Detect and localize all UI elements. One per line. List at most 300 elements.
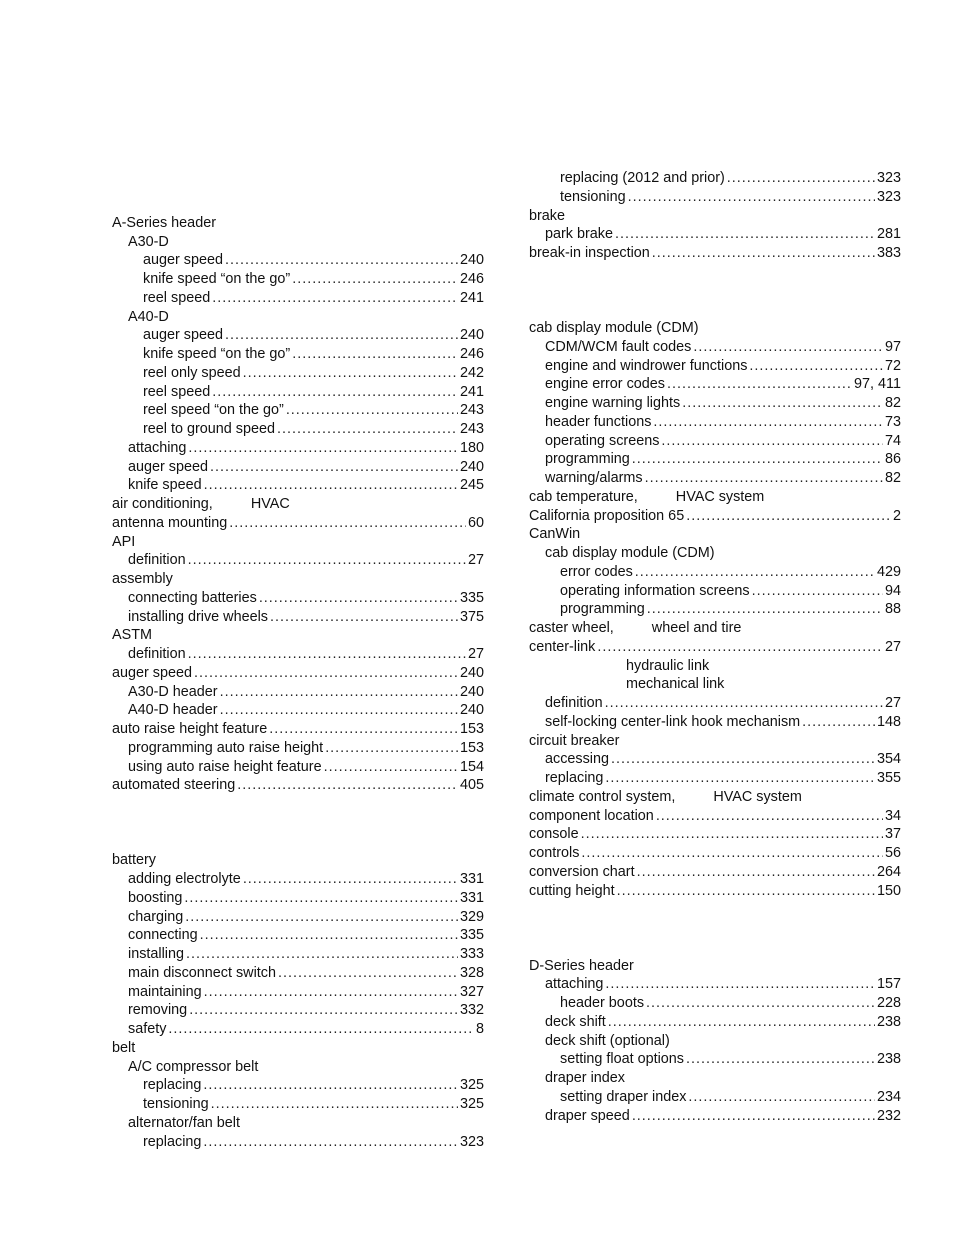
page-number: 34 (884, 807, 901, 824)
page-number: 383 (876, 245, 901, 261)
index-entry (529, 638, 901, 657)
index-term: auger speed (143, 327, 224, 344)
index-entry (112, 420, 484, 439)
page-number: 328 (459, 964, 484, 981)
section-spacer (529, 919, 901, 938)
index-entry (529, 788, 901, 807)
index-entry (529, 713, 901, 732)
index-term: circuit breaker (529, 732, 620, 749)
dot-leader (203, 1133, 458, 1152)
dot-leader (168, 1020, 474, 1039)
cross-reference: HVAC (250, 496, 290, 512)
index-term: reel only speed (143, 364, 241, 381)
dot-leader (693, 338, 883, 357)
page-number: 335 (459, 589, 484, 606)
dot-leader (802, 713, 875, 732)
index-term: belt (112, 1039, 136, 1056)
index-entry (112, 364, 484, 383)
index-term: CanWin (529, 526, 581, 543)
index-entry (112, 776, 484, 795)
dot-leader (243, 870, 458, 889)
section-spacer (529, 938, 901, 957)
index-entry (112, 1039, 484, 1058)
page-number: 242 (459, 364, 484, 381)
page-number: 332 (459, 1002, 484, 1019)
index-term: auger speed (128, 458, 209, 475)
index-entry (112, 683, 484, 702)
index-entry (112, 514, 484, 533)
page-number: 240 (459, 252, 484, 269)
dot-leader (581, 825, 883, 844)
index-entry (529, 1107, 901, 1126)
index-entry (529, 319, 901, 338)
index-entry (529, 413, 901, 432)
index-entry (529, 1013, 901, 1032)
index-entry (529, 432, 901, 451)
dot-leader (749, 357, 883, 376)
dot-leader (727, 169, 875, 188)
dot-leader (653, 413, 883, 432)
index-term: ASTM (112, 627, 152, 644)
section-spacer (529, 900, 901, 919)
dot-leader (617, 882, 875, 901)
index-term: auto raise height feature (112, 721, 268, 737)
dot-leader (189, 1001, 458, 1020)
index-term: engine error codes (545, 376, 665, 393)
index-entry (112, 270, 484, 289)
page-number: 60 (467, 514, 484, 531)
dot-leader (292, 345, 458, 364)
index-term: break-in inspection (529, 245, 650, 261)
index-term: definition (545, 695, 603, 711)
index-term: error codes (560, 563, 633, 580)
dot-leader (194, 664, 458, 683)
page-number: 150 (876, 882, 901, 899)
index-term: self-locking center-link hook mechanism (545, 713, 801, 730)
section-spacer (112, 833, 484, 852)
index-entry (529, 244, 901, 263)
index-term: programming auto raise height (128, 739, 324, 756)
page-number: 245 (459, 477, 484, 494)
page-number: 234 (876, 1088, 901, 1105)
index-term: A-Series header (112, 214, 216, 231)
index-term: engine warning lights (545, 395, 681, 411)
dot-leader (204, 476, 458, 495)
index-entry (112, 608, 484, 627)
dot-leader (686, 507, 891, 526)
dot-leader (632, 450, 883, 469)
index-entry (112, 983, 484, 1002)
index-term: definition (128, 646, 186, 662)
index-entry (529, 450, 901, 469)
page-number: 323 (876, 188, 901, 205)
index-entry (529, 1088, 901, 1107)
dot-leader (220, 683, 458, 702)
index-entry (529, 600, 901, 619)
page-number: 405 (459, 777, 484, 794)
cross-reference: HVAC system (713, 788, 802, 805)
index-entry (112, 1020, 484, 1039)
index-entry (112, 626, 484, 645)
page-number: 238 (876, 1013, 901, 1030)
page-number: 97 (884, 338, 901, 355)
index-term: assembly (112, 571, 173, 587)
page-number: 240 (459, 327, 484, 344)
index-entry (112, 889, 484, 908)
page-number: 27 (884, 638, 901, 655)
index-entry (529, 1050, 901, 1069)
index-term: attaching (545, 976, 604, 993)
index-term: component location (529, 807, 654, 824)
index-term: reel speed “on the go” (143, 402, 284, 419)
page-number: 2 (892, 507, 901, 524)
index-entry (112, 476, 484, 495)
page-number: 264 (876, 863, 901, 880)
index-term: header boots (560, 995, 645, 1011)
index-term: maintaining (128, 983, 202, 1000)
index-entry (529, 338, 901, 357)
dot-leader (269, 720, 458, 739)
index-term: A30-D header (128, 683, 218, 700)
index-entry (112, 739, 484, 758)
index-entry (529, 375, 901, 394)
index-entry (112, 495, 484, 514)
index-entry (529, 507, 901, 526)
dot-leader (752, 582, 883, 601)
index-entry (112, 326, 484, 345)
dot-leader (200, 926, 458, 945)
index-entry (529, 675, 901, 694)
section-spacer (112, 814, 484, 833)
page-number: 72 (884, 357, 901, 374)
index-entry (112, 720, 484, 739)
index-entry (529, 488, 901, 507)
dot-leader (628, 188, 875, 207)
section-spacer (529, 300, 901, 319)
index-term: A40-D header (128, 702, 218, 719)
page-number: 153 (459, 721, 484, 737)
index-entry (529, 769, 901, 788)
index-entry (529, 619, 901, 638)
index-term: safety (128, 1021, 167, 1037)
index-entry (112, 383, 484, 402)
index-entry (112, 758, 484, 777)
index-term: center-link (529, 638, 596, 655)
page-number: 37 (884, 826, 901, 843)
index-entry (112, 908, 484, 927)
index-entry (529, 1032, 901, 1051)
index-entry (112, 589, 484, 608)
page-number: 27 (884, 695, 901, 711)
section-spacer (529, 263, 901, 282)
dot-leader (652, 244, 875, 263)
dot-leader (185, 908, 458, 927)
dot-leader (632, 1107, 875, 1126)
page-number: 241 (459, 383, 484, 400)
index-term: brake (529, 207, 565, 224)
index-entry (112, 645, 484, 664)
index-term: reel to ground speed (143, 421, 276, 437)
index-entry (112, 345, 484, 364)
page-number: 82 (884, 470, 901, 486)
index-entry (529, 694, 901, 713)
page-number: 153 (459, 739, 484, 756)
dot-leader (277, 420, 458, 439)
dot-leader (211, 1095, 458, 1114)
page-number: 154 (459, 758, 484, 775)
dot-leader (188, 551, 466, 570)
page-number: 27 (467, 646, 484, 662)
index-entry (529, 732, 901, 751)
index-entry (112, 401, 484, 420)
index-entry (529, 582, 901, 601)
section-spacer (529, 282, 901, 301)
dot-leader (637, 863, 875, 882)
index-entry (112, 308, 484, 327)
dot-leader (324, 758, 458, 777)
index-entry (529, 394, 901, 413)
dot-leader (212, 289, 458, 308)
index-term: draper speed (545, 1107, 630, 1124)
page-number: 232 (876, 1107, 901, 1124)
page-number: 246 (459, 271, 484, 287)
index-term: programming (560, 601, 645, 618)
dot-leader (597, 638, 883, 657)
index-term: D-Series header (529, 957, 634, 974)
index-term: API (112, 533, 136, 550)
index-term: setting draper index (560, 1088, 687, 1105)
index-term: air conditioning, (112, 496, 213, 512)
dot-leader (225, 251, 458, 270)
index-term: knife speed (128, 477, 202, 494)
index-entry (112, 251, 484, 270)
dot-leader (243, 364, 458, 383)
index-entry (112, 233, 484, 252)
dot-leader (682, 394, 883, 413)
index-entry (529, 863, 901, 882)
index-term: cab temperature, (529, 488, 638, 505)
dot-leader (229, 514, 466, 533)
index-entry (112, 533, 484, 552)
page-number: 8 (475, 1021, 484, 1037)
index-entry (112, 1058, 484, 1077)
dot-leader (225, 326, 458, 345)
dot-leader (605, 694, 883, 713)
index-term: replacing (2012 and prior) (560, 170, 725, 186)
dot-leader (635, 563, 875, 582)
index-term: cab display module (CDM) (529, 320, 699, 336)
dot-leader (184, 889, 458, 908)
page-number: 94 (884, 582, 901, 599)
index-term: programming (545, 451, 630, 468)
dot-leader (615, 225, 875, 244)
cross-reference: wheel and tire (651, 620, 742, 636)
index-entry (529, 825, 901, 844)
page-number: 56 (884, 845, 901, 861)
index-term: engine and windrower functions (545, 357, 748, 374)
index-term: deck shift (optional) (545, 1032, 670, 1049)
page-number: 228 (876, 995, 901, 1011)
index-term: caster wheel, (529, 620, 614, 636)
page-number: 429 (876, 563, 901, 580)
page-number: 331 (459, 871, 484, 887)
index-entry (112, 570, 484, 589)
dot-leader (188, 439, 458, 458)
index-entry (529, 657, 901, 676)
dot-leader (581, 844, 883, 863)
index-term: mechanical link (626, 676, 725, 693)
index-entry (529, 188, 901, 207)
section-spacer (112, 195, 484, 214)
index-term: A30-D (128, 233, 169, 250)
index-entry (112, 1114, 484, 1133)
index-entry (112, 458, 484, 477)
index-entry (529, 357, 901, 376)
index-term: knife speed “on the go” (143, 271, 291, 287)
dot-leader (186, 945, 458, 964)
dot-leader (656, 807, 883, 826)
page-number: 88 (884, 601, 901, 618)
index-entry (112, 701, 484, 720)
index-term: installing (128, 946, 184, 962)
page-number: 243 (459, 402, 484, 419)
page-number: 241 (459, 289, 484, 306)
page-number: 86 (884, 451, 901, 468)
cross-reference: HVAC system (675, 488, 765, 505)
index-entry (112, 870, 484, 889)
dot-leader (688, 1088, 875, 1107)
dot-leader (270, 608, 458, 627)
dot-leader (188, 645, 466, 664)
index-term: tensioning (143, 1096, 209, 1112)
page-number: 281 (876, 226, 901, 243)
index-entry (529, 1069, 901, 1088)
page-number: 73 (884, 413, 901, 430)
index-term: setting float options (560, 1051, 684, 1068)
page-number: 240 (459, 702, 484, 719)
index-term: operating information screens (560, 582, 750, 599)
index-entry (529, 169, 901, 188)
page-number: 354 (876, 751, 901, 768)
index-entry (112, 926, 484, 945)
index-term: replacing (143, 1077, 202, 1094)
index-term: connecting (128, 927, 198, 944)
index-term: cutting height (529, 882, 615, 899)
index-entry (112, 1001, 484, 1020)
page-number: 327 (459, 983, 484, 1000)
index-column-right (529, 169, 901, 1125)
page-number: 238 (876, 1051, 901, 1068)
index-entry (112, 289, 484, 308)
dot-leader (278, 964, 458, 983)
page-number: 97, 411 (854, 376, 901, 393)
index-entry (529, 957, 901, 976)
index-term: boosting (128, 889, 183, 906)
index-term: A40-D (128, 308, 169, 325)
dot-leader (611, 750, 875, 769)
index-entry (112, 1095, 484, 1114)
page-number: 329 (459, 908, 484, 925)
index-term: header functions (545, 413, 652, 430)
index-term: installing drive wheels (128, 608, 268, 625)
index-term: adding electrolyte (128, 871, 241, 887)
index-term: alternator/fan belt (128, 1114, 240, 1131)
index-entry (529, 994, 901, 1013)
page-number: 157 (876, 976, 901, 993)
page-number: 240 (459, 683, 484, 700)
index-entry (112, 1076, 484, 1095)
page-number: 333 (459, 946, 484, 962)
index-term: conversion chart (529, 863, 635, 880)
index-term: auger speed (112, 664, 193, 681)
dot-leader (237, 776, 458, 795)
index-term: antenna mounting (112, 514, 228, 531)
dot-leader (647, 600, 883, 619)
dot-leader (204, 983, 458, 1002)
index-term: connecting batteries (128, 589, 257, 606)
index-entry (529, 563, 901, 582)
dot-leader (605, 769, 875, 788)
index-term: attaching (128, 439, 187, 456)
index-term: knife speed “on the go” (143, 346, 291, 362)
index-entry (529, 844, 901, 863)
section-spacer (112, 795, 484, 814)
dot-leader (292, 270, 458, 289)
index-term: main disconnect switch (128, 964, 276, 981)
index-term: charging (128, 908, 184, 925)
page-number: 240 (459, 664, 484, 681)
page-number: 180 (459, 439, 484, 456)
index-entry (529, 207, 901, 226)
page-number: 240 (459, 458, 484, 475)
index-term: console (529, 826, 579, 843)
index-term: draper index (545, 1070, 625, 1086)
index-entry (529, 225, 901, 244)
index-term: deck shift (545, 1013, 606, 1030)
dot-leader (646, 994, 875, 1013)
index-term: battery (112, 852, 156, 869)
index-entry (529, 544, 901, 563)
page-number: 74 (884, 432, 901, 449)
index-term: auger speed (143, 252, 224, 269)
page-number: 355 (876, 770, 901, 786)
dot-leader (325, 739, 458, 758)
page-number: 331 (459, 889, 484, 906)
index-term: CDM/WCM fault codes (545, 338, 692, 355)
index-entry (112, 851, 484, 870)
page-number: 375 (459, 608, 484, 625)
dot-leader (667, 375, 852, 394)
page-number: 335 (459, 927, 484, 944)
page-number: 243 (459, 421, 484, 437)
index-term: replacing (143, 1133, 202, 1150)
page-number: 323 (459, 1133, 484, 1150)
index-term: A/C compressor belt (128, 1058, 259, 1075)
index-entry (529, 750, 901, 769)
index-entry (529, 469, 901, 488)
dot-leader (220, 701, 458, 720)
page-number: 27 (467, 552, 484, 569)
index-term: replacing (545, 770, 604, 786)
index-term: climate control system, (529, 788, 676, 805)
index-entry (112, 551, 484, 570)
index-entry (112, 945, 484, 964)
index-term: accessing (545, 751, 609, 768)
index-term: park brake (545, 226, 613, 243)
index-term: definition (128, 552, 186, 569)
dot-leader (210, 458, 458, 477)
index-entry (112, 214, 484, 233)
